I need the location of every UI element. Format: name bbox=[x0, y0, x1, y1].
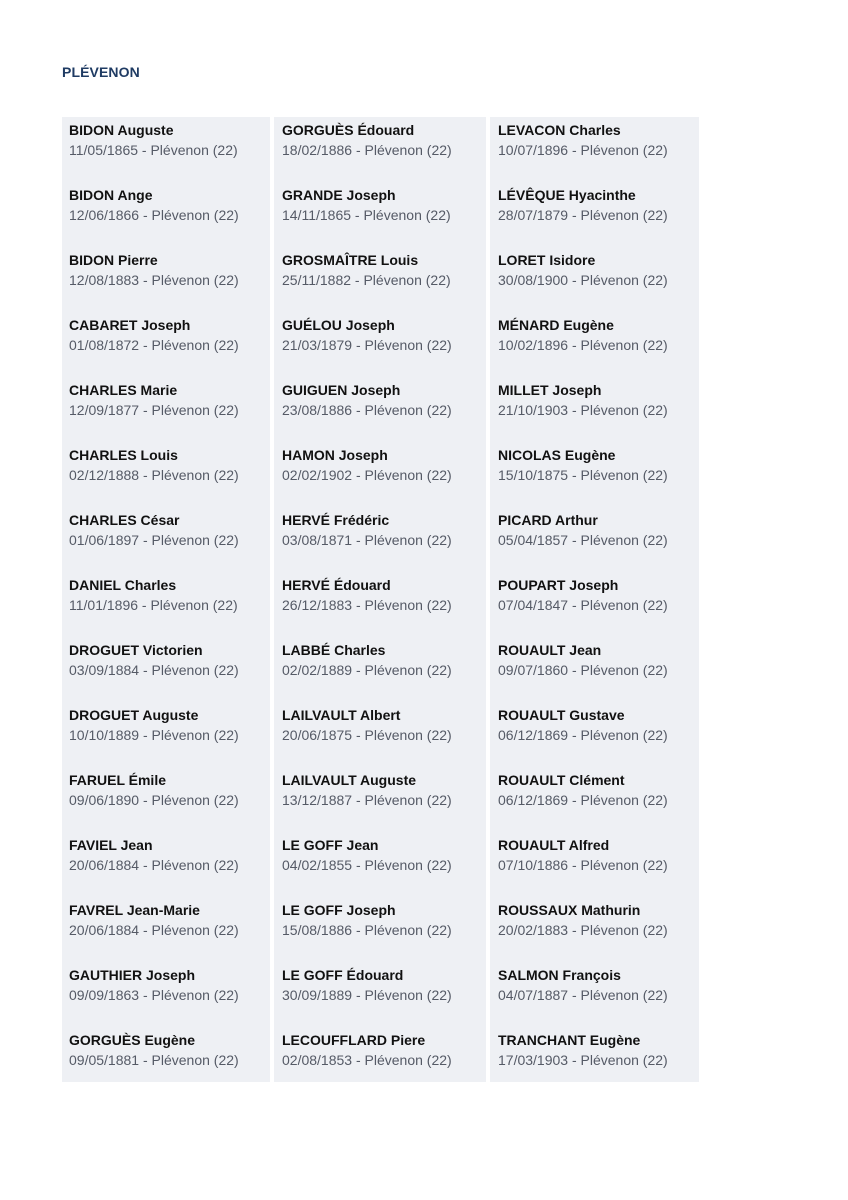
list-item bbox=[490, 316, 699, 381]
birth-info: 12/06/1866 - Plévenon (22) bbox=[69, 207, 239, 223]
birth-info: 10/02/1896 - Plévenon (22) bbox=[498, 337, 668, 353]
birth-info: 09/05/1881 - Plévenon (22) bbox=[69, 1052, 239, 1068]
person-name: BIDON Ange bbox=[69, 187, 153, 203]
birth-info: 17/03/1903 - Plévenon (22) bbox=[498, 1052, 668, 1068]
list-item bbox=[62, 836, 270, 901]
list-item bbox=[62, 1031, 270, 1096]
person-name: LE GOFF Édouard bbox=[282, 967, 404, 983]
list-item bbox=[62, 706, 270, 771]
person-name: GROSMAÎTRE Louis bbox=[282, 252, 419, 268]
list-item bbox=[490, 706, 699, 771]
birth-info: 15/08/1886 - Plévenon (22) bbox=[282, 922, 452, 938]
person-name: TRANCHANT Eugène bbox=[498, 1032, 641, 1048]
list-item bbox=[62, 966, 270, 1031]
list-item bbox=[274, 771, 486, 836]
list-item bbox=[490, 186, 699, 251]
birth-info: 02/02/1889 - Plévenon (22) bbox=[282, 662, 452, 678]
person-name: ROUAULT Gustave bbox=[498, 707, 625, 723]
person-name: HAMON Joseph bbox=[282, 447, 388, 463]
names-column-2 bbox=[274, 117, 486, 1082]
list-item bbox=[490, 446, 699, 511]
list-item bbox=[274, 316, 486, 381]
person-name: LAILVAULT Albert bbox=[282, 707, 401, 723]
birth-info: 02/12/1888 - Plévenon (22) bbox=[69, 467, 239, 483]
list-item bbox=[274, 901, 486, 966]
birth-info: 04/02/1855 - Plévenon (22) bbox=[282, 857, 452, 873]
person-name: DROGUET Victorien bbox=[69, 642, 203, 658]
birth-info: 09/06/1890 - Plévenon (22) bbox=[69, 792, 239, 808]
person-name: ROUAULT Alfred bbox=[498, 837, 610, 853]
birth-info: 02/08/1853 - Plévenon (22) bbox=[282, 1052, 452, 1068]
person-name: FARUEL Émile bbox=[69, 772, 166, 788]
person-name: LEVACON Charles bbox=[498, 122, 621, 138]
person-name: LABBÉ Charles bbox=[282, 642, 386, 658]
person-name: ROUAULT Jean bbox=[498, 642, 602, 658]
list-item bbox=[274, 251, 486, 316]
person-name: LECOUFFLARD Piere bbox=[282, 1032, 426, 1048]
list-item bbox=[62, 576, 270, 641]
person-name: HERVÉ Frédéric bbox=[282, 512, 390, 528]
person-name: MÉNARD Eugène bbox=[498, 317, 614, 333]
list-item bbox=[490, 121, 699, 186]
birth-info: 12/09/1877 - Plévenon (22) bbox=[69, 402, 239, 418]
person-name: CHARLES Louis bbox=[69, 447, 178, 463]
person-name: GORGUÈS Eugène bbox=[69, 1032, 196, 1048]
list-item bbox=[62, 121, 270, 186]
names-grid bbox=[62, 117, 699, 1082]
list-item bbox=[62, 511, 270, 576]
person-name: FAVIEL Jean bbox=[69, 837, 153, 853]
birth-info: 09/07/1860 - Plévenon (22) bbox=[498, 662, 668, 678]
birth-info: 13/12/1887 - Plévenon (22) bbox=[282, 792, 452, 808]
list-item bbox=[274, 121, 486, 186]
birth-info: 07/10/1886 - Plévenon (22) bbox=[498, 857, 668, 873]
list-item bbox=[62, 316, 270, 381]
birth-info: 12/08/1883 - Plévenon (22) bbox=[69, 272, 239, 288]
list-item bbox=[274, 1031, 486, 1096]
names-column-1 bbox=[62, 117, 270, 1082]
list-item bbox=[490, 511, 699, 576]
birth-info: 04/07/1887 - Plévenon (22) bbox=[498, 987, 668, 1003]
birth-info: 11/01/1896 - Plévenon (22) bbox=[69, 597, 238, 613]
birth-info: 02/02/1902 - Plévenon (22) bbox=[282, 467, 452, 483]
birth-info: 09/09/1863 - Plévenon (22) bbox=[69, 987, 239, 1003]
birth-info: 06/12/1869 - Plévenon (22) bbox=[498, 727, 668, 743]
list-item bbox=[274, 381, 486, 446]
person-name: DROGUET Auguste bbox=[69, 707, 199, 723]
list-item bbox=[490, 641, 699, 706]
person-name: LE GOFF Jean bbox=[282, 837, 379, 853]
birth-info: 10/10/1889 - Plévenon (22) bbox=[69, 727, 239, 743]
birth-info: 20/06/1884 - Plévenon (22) bbox=[69, 857, 239, 873]
birth-info: 25/11/1882 - Plévenon (22) bbox=[282, 272, 451, 288]
list-item bbox=[490, 1031, 699, 1096]
list-item bbox=[490, 381, 699, 446]
person-name: BIDON Pierre bbox=[69, 252, 158, 268]
person-name: FAVREL Jean-Marie bbox=[69, 902, 200, 918]
list-item bbox=[490, 576, 699, 641]
person-name: DANIEL Charles bbox=[69, 577, 177, 593]
birth-info: 01/08/1872 - Plévenon (22) bbox=[69, 337, 239, 353]
person-name: LORET Isidore bbox=[498, 252, 596, 268]
person-name: GUÉLOU Joseph bbox=[282, 317, 395, 333]
person-name: LAILVAULT Auguste bbox=[282, 772, 417, 788]
list-item bbox=[490, 251, 699, 316]
birth-info: 21/10/1903 - Plévenon (22) bbox=[498, 402, 668, 418]
list-item bbox=[62, 186, 270, 251]
person-name: GAUTHIER Joseph bbox=[69, 967, 196, 983]
list-item bbox=[274, 446, 486, 511]
birth-info: 10/07/1896 - Plévenon (22) bbox=[498, 142, 668, 158]
person-name: GUIGUEN Joseph bbox=[282, 382, 401, 398]
birth-info: 20/06/1875 - Plévenon (22) bbox=[282, 727, 452, 743]
list-item bbox=[274, 641, 486, 706]
list-item bbox=[62, 251, 270, 316]
birth-info: 23/08/1886 - Plévenon (22) bbox=[282, 402, 452, 418]
person-name: POUPART Joseph bbox=[498, 577, 619, 593]
birth-info: 30/08/1900 - Plévenon (22) bbox=[498, 272, 668, 288]
person-name: CHARLES César bbox=[69, 512, 180, 528]
list-item bbox=[274, 186, 486, 251]
list-item bbox=[274, 966, 486, 1031]
list-item bbox=[274, 511, 486, 576]
list-item bbox=[490, 966, 699, 1031]
birth-info: 03/08/1871 - Plévenon (22) bbox=[282, 532, 452, 548]
person-name: GRANDE Joseph bbox=[282, 187, 396, 203]
list-item bbox=[274, 836, 486, 901]
birth-info: 21/03/1879 - Plévenon (22) bbox=[282, 337, 452, 353]
list-item bbox=[274, 576, 486, 641]
list-item bbox=[490, 901, 699, 966]
birth-info: 26/12/1883 - Plévenon (22) bbox=[282, 597, 452, 613]
birth-info: 05/04/1857 - Plévenon (22) bbox=[498, 532, 668, 548]
person-name: ROUSSAUX Mathurin bbox=[498, 902, 641, 918]
list-item bbox=[62, 641, 270, 706]
birth-info: 14/11/1865 - Plévenon (22) bbox=[282, 207, 451, 223]
person-name: LE GOFF Joseph bbox=[282, 902, 396, 918]
list-item bbox=[62, 901, 270, 966]
person-name: HERVÉ Édouard bbox=[282, 577, 391, 593]
person-name: GORGUÈS Édouard bbox=[282, 122, 415, 138]
list-item bbox=[274, 706, 486, 771]
birth-info: 18/02/1886 - Plévenon (22) bbox=[282, 142, 452, 158]
person-name: BIDON Auguste bbox=[69, 122, 174, 138]
page-title: PLÉVENON bbox=[62, 64, 140, 80]
birth-info: 15/10/1875 - Plévenon (22) bbox=[498, 467, 668, 483]
list-item bbox=[490, 836, 699, 901]
list-item bbox=[62, 446, 270, 511]
person-name: SALMON François bbox=[498, 967, 621, 983]
names-column-3 bbox=[490, 117, 699, 1082]
person-name: PICARD Arthur bbox=[498, 512, 598, 528]
birth-info: 03/09/1884 - Plévenon (22) bbox=[69, 662, 239, 678]
birth-info: 20/06/1884 - Plévenon (22) bbox=[69, 922, 239, 938]
person-name: LÉVÊQUE Hyacinthe bbox=[498, 187, 636, 203]
birth-info: 01/06/1897 - Plévenon (22) bbox=[69, 532, 239, 548]
person-name: CABARET Joseph bbox=[69, 317, 191, 333]
list-item bbox=[62, 381, 270, 446]
list-item bbox=[62, 771, 270, 836]
birth-info: 30/09/1889 - Plévenon (22) bbox=[282, 987, 452, 1003]
list-item bbox=[490, 771, 699, 836]
birth-info: 06/12/1869 - Plévenon (22) bbox=[498, 792, 668, 808]
person-name: NICOLAS Eugène bbox=[498, 447, 616, 463]
birth-info: 07/04/1847 - Plévenon (22) bbox=[498, 597, 668, 613]
person-name: MILLET Joseph bbox=[498, 382, 602, 398]
person-name: ROUAULT Clément bbox=[498, 772, 625, 788]
person-name: CHARLES Marie bbox=[69, 382, 178, 398]
birth-info: 20/02/1883 - Plévenon (22) bbox=[498, 922, 668, 938]
birth-info: 11/05/1865 - Plévenon (22) bbox=[69, 142, 238, 158]
birth-info: 28/07/1879 - Plévenon (22) bbox=[498, 207, 668, 223]
